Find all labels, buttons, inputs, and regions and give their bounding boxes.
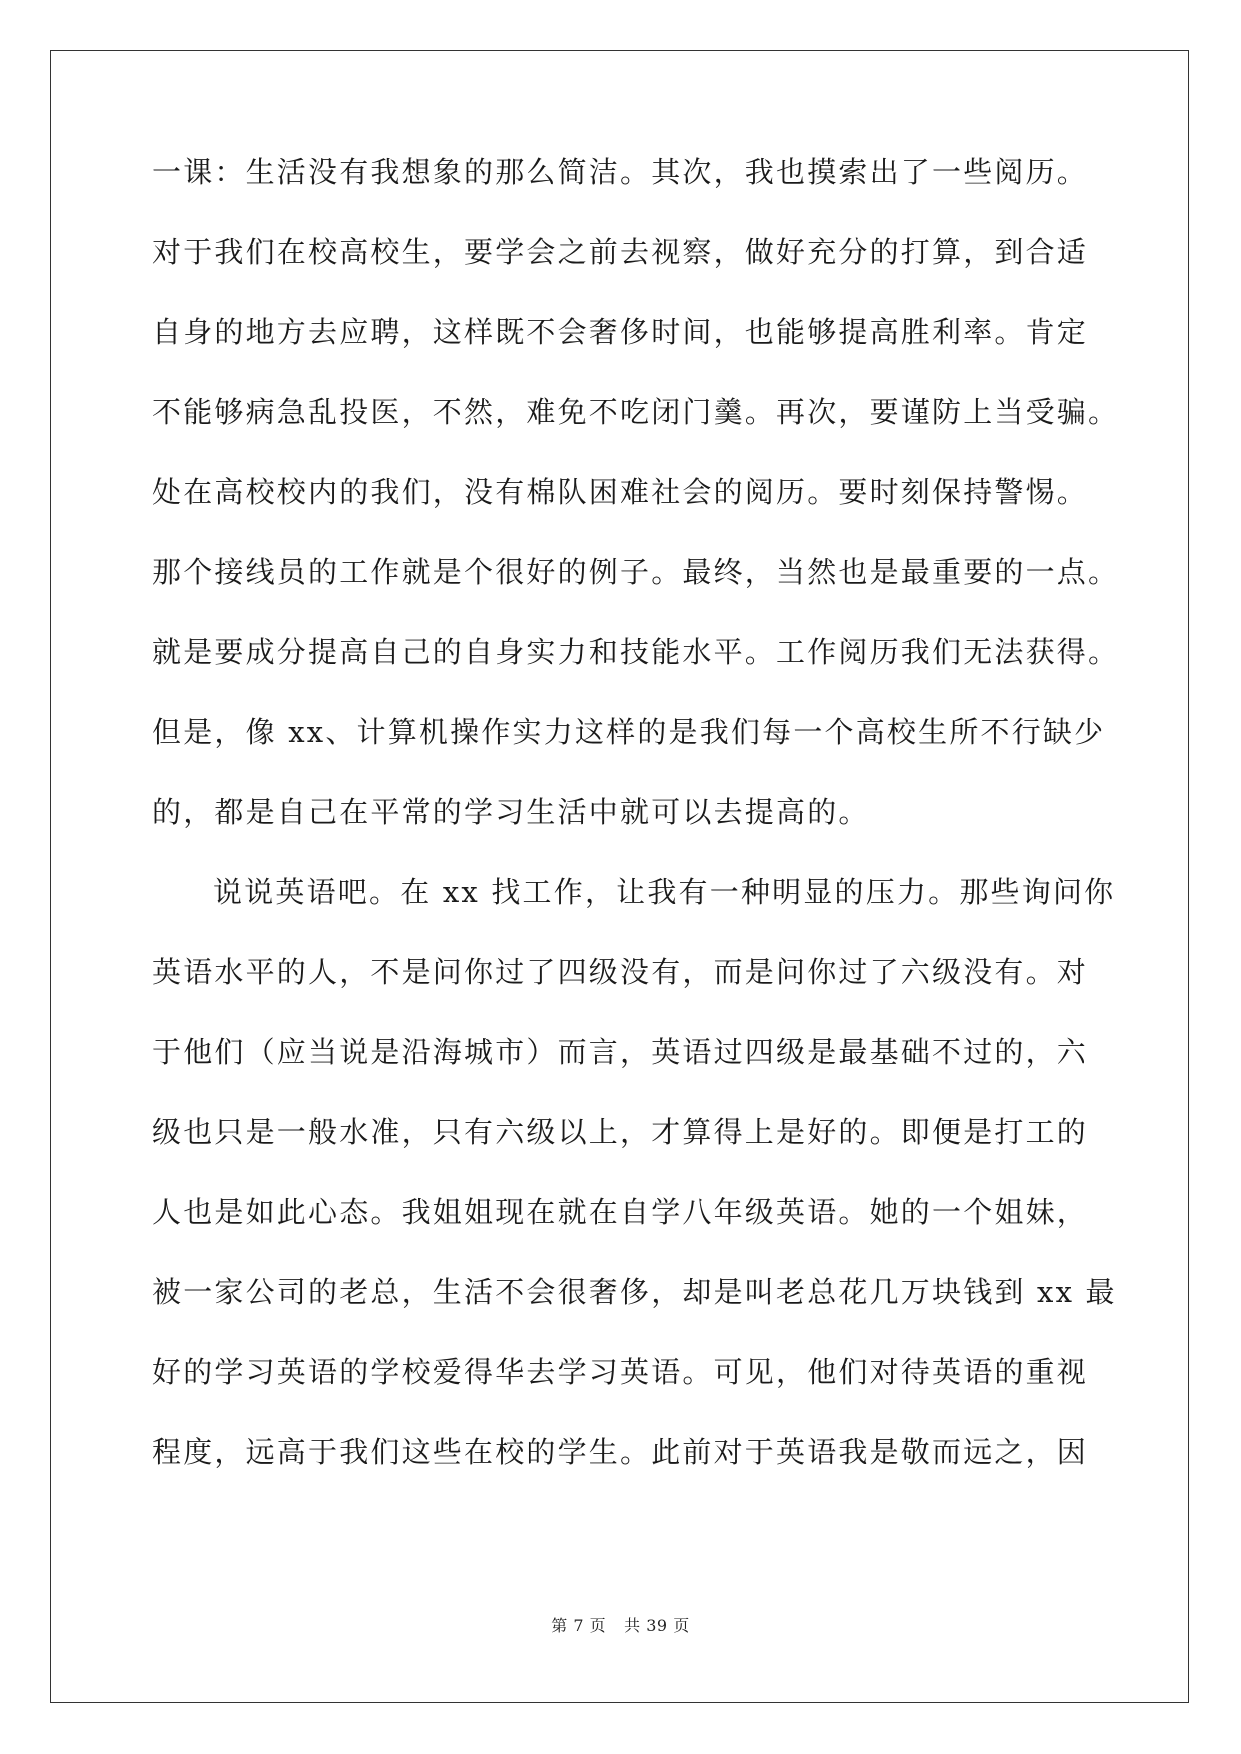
document-body [152, 152, 1120, 1512]
paragraph-start-line: 说说英语吧。在 xx 找工作，让我有一种明显的压力。那些询问你 [213, 875, 1116, 909]
text-line: 就是要成分提高自己的自身实力和技能水平。工作阅历我们无法获得。 [152, 635, 1120, 669]
text-line: 那个接线员的工作就是个很好的例子。最终，当然也是最重要的一点。 [152, 555, 1120, 589]
text-line: 处在高校校内的我们，没有棉队困难社会的阅历。要时刻保持警惕。 [152, 475, 1089, 509]
page-footer [0, 1613, 1241, 1636]
text-line: 对于我们在校高校生，要学会之前去视察，做好充分的打算，到合适 [152, 235, 1089, 269]
text-line: 级也只是一般水准，只有六级以上，才算得上是好的。即便是打工的 [152, 1115, 1089, 1149]
text-line: 一课：生活没有我想象的那么简洁。其次，我也摸索出了一些阅历。 [152, 155, 1089, 189]
text-line: 的，都是自己在平常的学习生活中就可以去提高的。 [152, 795, 870, 829]
text-line: 不能够病急乱投医，不然，难免不吃闭门羹。再次，要谨防上当受骗。 [152, 395, 1120, 429]
text-line: 被一家公司的老总，生活不会很奢侈，却是叫老总花几万块钱到 xx 最 [152, 1275, 1117, 1309]
text-line: 好的学习英语的学校爱得华去学习英语。可见，他们对待英语的重视 [152, 1355, 1089, 1389]
text-line: 但是，像 xx、计算机操作实力这样的是我们每一个高校生所不行缺少 [152, 715, 1106, 749]
text-line: 程度，远高于我们这些在校的学生。此前对于英语我是敬而远之，因 [152, 1435, 1089, 1469]
text-line: 自身的地方去应聘，这样既不会奢侈时间，也能够提高胜利率。肯定 [152, 315, 1089, 349]
page-total: 共 39 页 [624, 1616, 690, 1635]
text-line: 人也是如此心态。我姐姐现在就在自学八年级英语。她的一个姐妹， [152, 1195, 1089, 1229]
page-number: 第 7 页 [551, 1616, 607, 1635]
text-line: 英语水平的人，不是问你过了四级没有，而是问你过了六级没有。对 [152, 955, 1089, 989]
text-line: 于他们（应当说是沿海城市）而言，英语过四级是最基础不过的，六 [152, 1035, 1089, 1069]
